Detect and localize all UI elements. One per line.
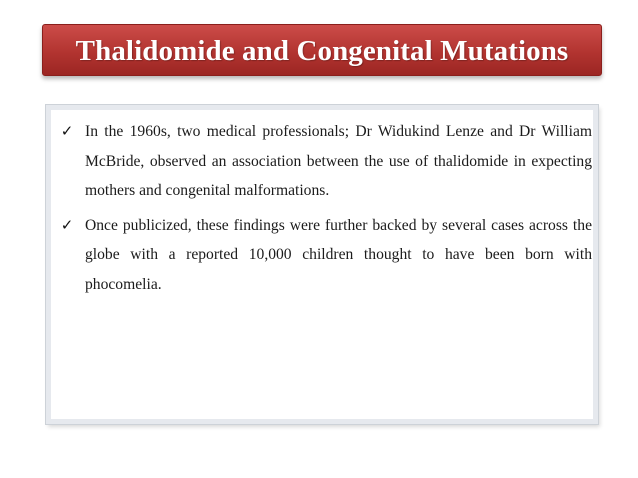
bullet-list <box>57 117 592 304</box>
bullet-text: In the 1960s, two medical professionals; Dr Widukind Lenze and Dr William McBride, observed an association between the use of thalidomide in expecting mothers and congenital malformations. <box>85 123 592 199</box>
check-mark-icon: ✓ <box>60 122 74 140</box>
check-mark-icon: ✓ <box>60 215 74 234</box>
bullet-item <box>57 211 592 300</box>
slide-title: Thalidomide and Congenital Mutations <box>75 35 569 67</box>
title-banner <box>42 24 602 76</box>
content-box <box>46 105 598 424</box>
bullet-item <box>57 117 592 206</box>
bullet-text: Once publicized, these findings were further backed by several cases across the globe with a reported 10,000 children thought to have been born with phocomelia. <box>85 216 592 293</box>
